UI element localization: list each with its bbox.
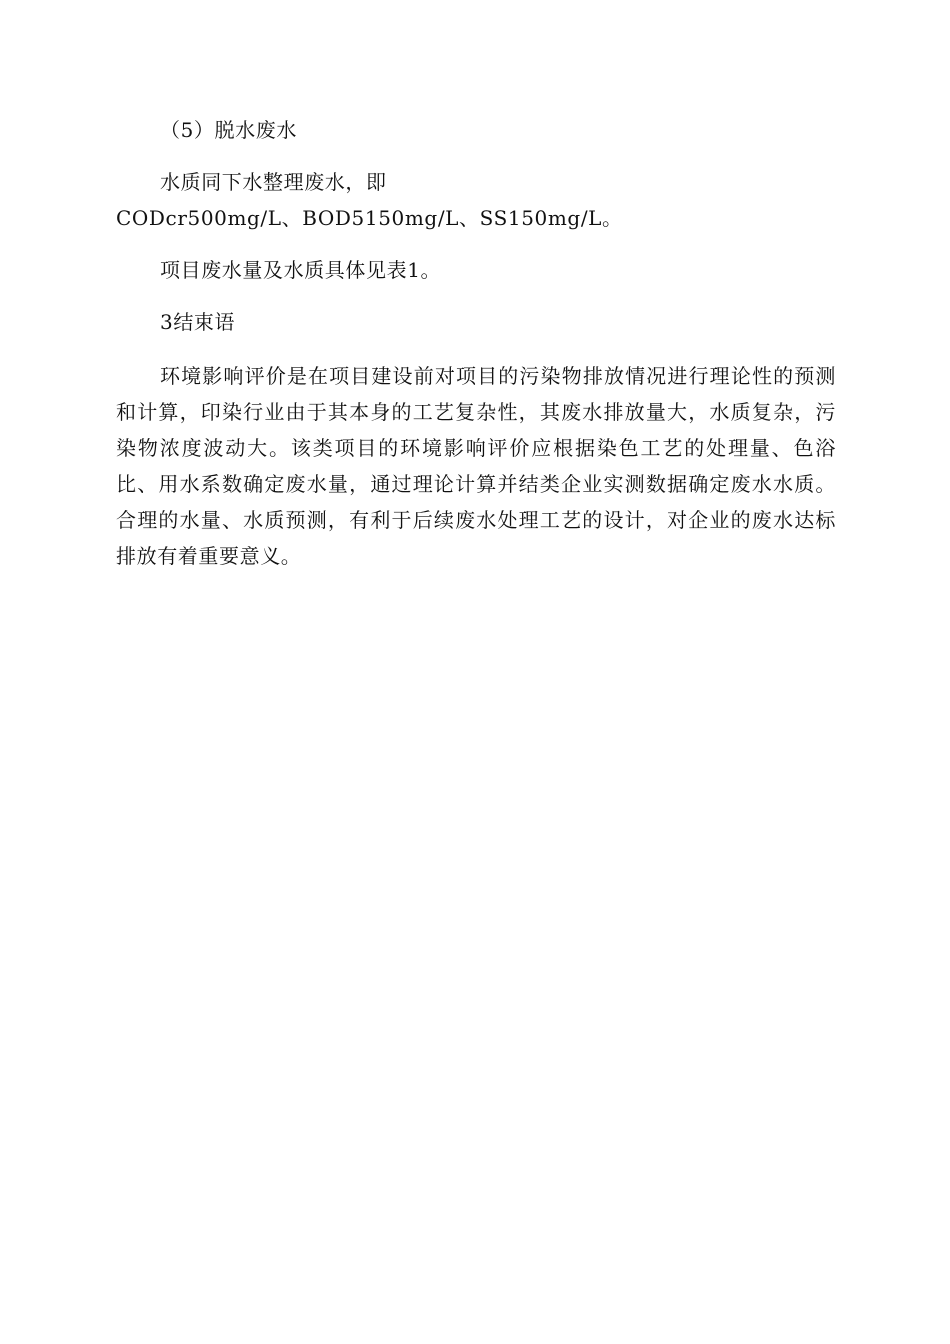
paragraph-table-reference: 项目废水量及水质具体见表1。: [160, 258, 442, 282]
section-heading-conclusion: 3结束语: [160, 310, 236, 334]
paragraph-water-quality-line2: CODcr500mg/L、BOD5150mg/L、SS150mg/L。: [116, 206, 623, 230]
document-body: [116, 112, 836, 574]
section-heading-dewatering-wastewater: （5）脱水废水: [160, 118, 297, 142]
paragraph-conclusion: 环境影响评价是在项目建设前对项目的污染物排放情况进行理论性的预测和计算，印染行业由于其本身的工艺复杂性，其废水排放量大，水质复杂，污染物浓度波动大。该类项目的环境影响评价应根据染色工艺的处理量、色浴比、用水系数确定废水量，通过理论计算并结类企业实测数据确定废水水质。合理的水量、水质预测，有利于后续废水处理工艺的设计，对企业的废水达标排放有着重要意义。: [116, 364, 836, 568]
paragraph-water-quality-line1: 水质同下水整理废水，即: [160, 170, 387, 194]
